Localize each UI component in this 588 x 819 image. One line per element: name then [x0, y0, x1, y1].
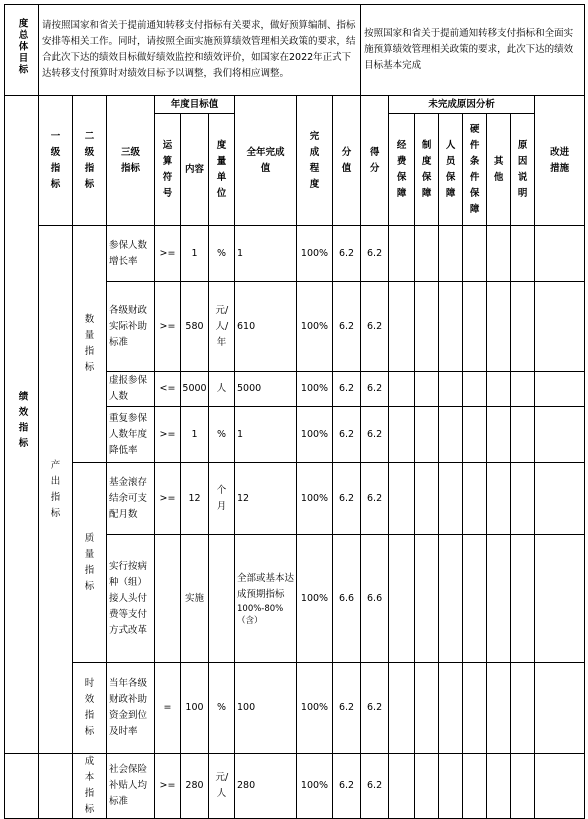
obtained-cell: 6.2 [361, 754, 389, 819]
header-score: 分值 [333, 96, 361, 226]
content-cell: 1 [181, 226, 209, 282]
content-cell: 实施 [181, 535, 209, 663]
actual-note: 100%-80%（含） [237, 603, 284, 626]
section-label: 绩效指标 [5, 96, 39, 754]
completion-cell: 100% [297, 663, 333, 754]
unit-cell: 人 [209, 372, 235, 407]
table-row [5, 663, 585, 754]
level1-output: 产出指标 [39, 226, 73, 754]
unit-cell: 个月 [209, 463, 235, 535]
header-actual: 全年完成值 [235, 96, 297, 226]
goals-label: 度总体目标 [5, 5, 39, 96]
indicator-name: 重复参保人数年度降低率 [107, 407, 155, 463]
score-cell: 6.2 [333, 226, 361, 282]
indicator-name: 各级财政实际补助标准 [107, 282, 155, 372]
indicator-name: 当年各级财政补助资金到位及时率 [107, 663, 155, 754]
actual-cell [235, 535, 297, 663]
operator-cell [155, 535, 181, 663]
content-cell: 280 [181, 754, 209, 819]
indicator-name: 实行按病种（组）接人头付费等支付方式改革 [107, 535, 155, 663]
header-reason-desc: 原因说明 [511, 114, 535, 226]
operator-cell: <= [155, 372, 181, 407]
header-reason-staff: 人员保障 [439, 114, 463, 226]
completion-cell: 100% [297, 226, 333, 282]
actual-cell: 1 [235, 226, 297, 282]
unit-cell: 元/人 [209, 754, 235, 819]
goals-planned-text: 请按照国家和省关于提前通知转移支付指标有关要求，做好预算编制、指标安排等相关工作。同时，请按照全面实施预算绩效管理相关政策的要求，结合此次下达的绩效目标做好绩效监控和绩效评价，如国家在2022年正式下达转移支付预算时对绩效目标予以调整，我们将相应调整。 [39, 5, 361, 96]
operator-cell: >= [155, 226, 181, 282]
header-reason-funding: 经费保障 [389, 114, 415, 226]
obtained-cell: 6.2 [361, 407, 389, 463]
header-row-1 [5, 96, 585, 114]
obtained-cell: 6.2 [361, 226, 389, 282]
score-cell: 6.2 [333, 282, 361, 372]
indicator-name: 基金滚存结余可支配月数 [107, 463, 155, 535]
header-content: 内容 [181, 114, 209, 226]
actual-cell: 1 [235, 407, 297, 463]
score-cell: 6.2 [333, 663, 361, 754]
indicator-name: 社会保险补贴人均标准 [107, 754, 155, 819]
level2-timeliness: 时效指标 [73, 663, 107, 754]
header-improve: 改进措施 [535, 96, 585, 226]
goals-actual-text: 按照国家和省关于提前通知转移支付指标和全面实施预算绩效管理相关政策的要求，此次下达的绩效目标基本完成 [361, 5, 585, 96]
actual-cell: 280 [235, 754, 297, 819]
level2-cost: 成本指标 [73, 754, 107, 819]
indicator-name: 虚报参保人数 [107, 372, 155, 407]
score-cell: 6.6 [333, 535, 361, 663]
completion-cell: 100% [297, 407, 333, 463]
unit-cell: % [209, 407, 235, 463]
indicator-name: 参保人数增长率 [107, 226, 155, 282]
operator-cell: = [155, 663, 181, 754]
table-row [5, 463, 585, 535]
unit-cell: % [209, 663, 235, 754]
header-reasons: 未完成原因分析 [389, 96, 535, 114]
obtained-cell: 6.2 [361, 372, 389, 407]
obtained-cell: 6.2 [361, 282, 389, 372]
content-cell: 100 [181, 663, 209, 754]
table-row [5, 754, 585, 819]
completion-cell: 100% [297, 372, 333, 407]
score-cell: 6.2 [333, 372, 361, 407]
completion-cell: 100% [297, 282, 333, 372]
completion-cell: 100% [297, 463, 333, 535]
content-cell: 580 [181, 282, 209, 372]
actual-cell: 610 [235, 282, 297, 372]
actual-cell: 12 [235, 463, 297, 535]
header-completion: 完成程度 [297, 96, 333, 226]
table-row [5, 226, 585, 282]
header-obtained: 得分 [361, 96, 389, 226]
header-level3: 三级指标 [107, 96, 155, 226]
operator-cell: >= [155, 407, 181, 463]
level2-quality: 质量指标 [73, 463, 107, 663]
header-reason-hardware: 硬件条件保障 [463, 114, 487, 226]
header-level1: 一级指标 [39, 96, 73, 226]
content-cell: 5000 [181, 372, 209, 407]
obtained-cell: 6.6 [361, 535, 389, 663]
score-cell: 6.2 [333, 754, 361, 819]
completion-cell: 100% [297, 754, 333, 819]
content-cell: 1 [181, 407, 209, 463]
completion-cell: 100% [297, 535, 333, 663]
obtained-cell: 6.2 [361, 663, 389, 754]
header-annual-target: 年度目标值 [155, 96, 235, 114]
goals-row [5, 5, 585, 96]
header-level2: 二级指标 [73, 96, 107, 226]
unit-cell: 元/人/年 [209, 282, 235, 372]
operator-cell: >= [155, 754, 181, 819]
operator-cell: >= [155, 282, 181, 372]
unit-cell: % [209, 226, 235, 282]
content-cell: 12 [181, 463, 209, 535]
header-reason-other: 其他 [487, 114, 511, 226]
score-cell: 6.2 [333, 407, 361, 463]
actual-cell: 100 [235, 663, 297, 754]
obtained-cell: 6.2 [361, 463, 389, 535]
level2-quantity: 数量指标 [73, 226, 107, 463]
actual-cell: 5000 [235, 372, 297, 407]
performance-table [4, 4, 585, 819]
score-cell: 6.2 [333, 463, 361, 535]
header-operator: 运算符号 [155, 114, 181, 226]
actual-text: 全部或基本达成预期指标 [237, 572, 295, 600]
operator-cell: >= [155, 463, 181, 535]
header-unit: 度量单位 [209, 114, 235, 226]
header-reason-system: 制度保障 [415, 114, 439, 226]
unit-cell [209, 535, 235, 663]
